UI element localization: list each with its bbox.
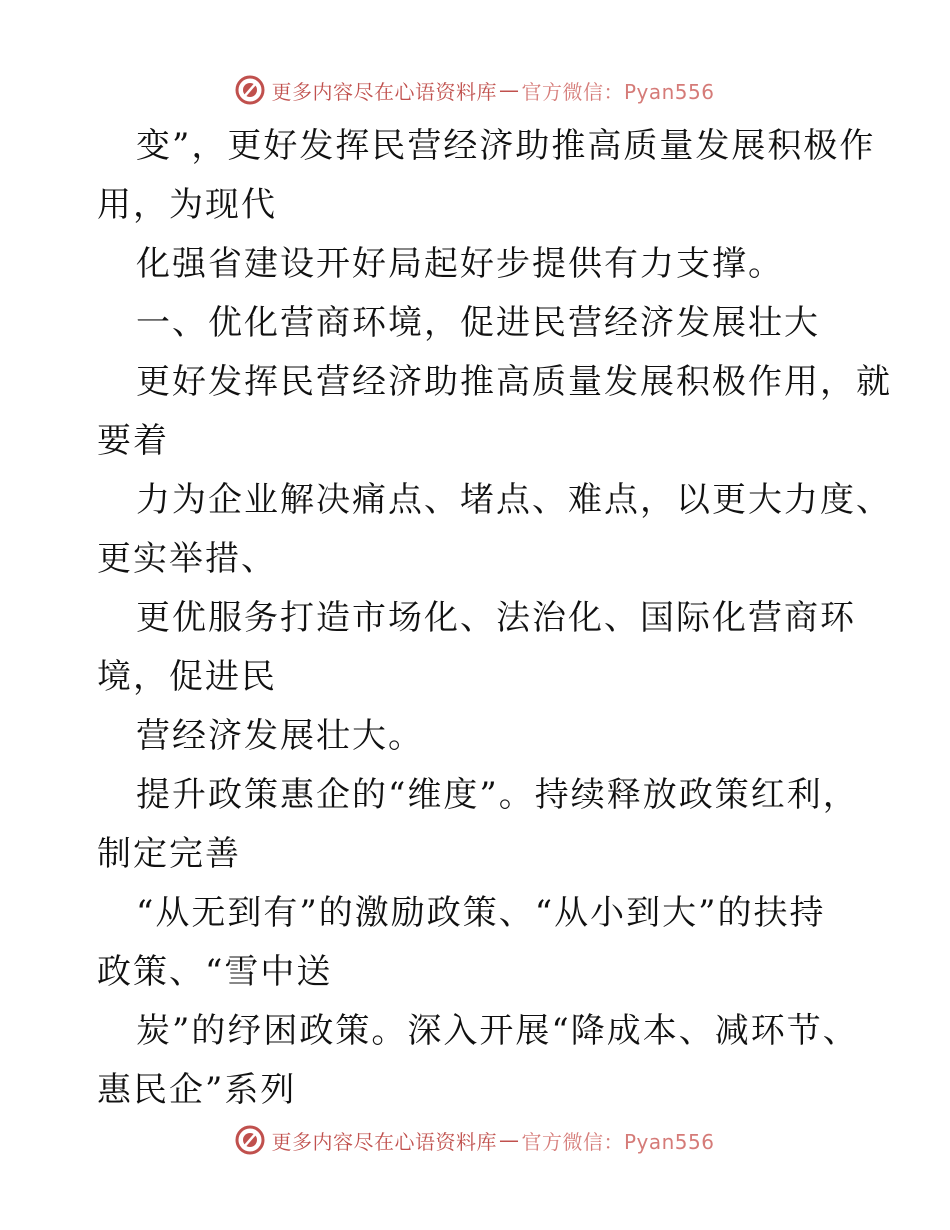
watermark-dash: — xyxy=(498,1128,520,1152)
header-watermark xyxy=(0,70,950,110)
watermark-wechat-text: 官方微信：Pyan556 xyxy=(521,1129,715,1154)
watermark-site-text: 更多内容尽在心语资料库 xyxy=(271,1129,497,1154)
section-heading: 一、优化营商环境，促进民营经济发展壮大 xyxy=(136,303,820,343)
brand-logo-icon xyxy=(235,1125,265,1155)
paragraph-line: 境，促进民 xyxy=(97,657,277,697)
paragraph-line: 变”，更好发挥民营经济助推高质量发展积极作 xyxy=(136,126,876,166)
paragraph-line: “从无到有”的激励政策、“从小到大”的扶持 xyxy=(136,893,826,933)
watermark-dash: — xyxy=(498,78,520,102)
paragraph-line: 惠民企”系列 xyxy=(97,1070,297,1110)
paragraph-line: 要着 xyxy=(97,421,169,461)
paragraph-line: 更实举措、 xyxy=(97,539,277,579)
paragraph-line: 用，为现代 xyxy=(97,185,277,225)
watermark-site-text: 更多内容尽在心语资料库 xyxy=(271,79,497,104)
paragraph-line: 更优服务打造市场化、法治化、国际化营商环 xyxy=(136,598,856,638)
paragraph-line: 力为企业解决痛点、堵点、难点，以更大力度、 xyxy=(136,480,892,520)
paragraph-line: 炭”的纾困政策。深入开展“降成本、减环节、 xyxy=(136,1011,859,1051)
footer-watermark xyxy=(0,1120,950,1160)
paragraph-line: 营经济发展壮大。 xyxy=(136,716,424,756)
paragraph-line: 制定完善 xyxy=(97,834,241,874)
brand-logo-icon xyxy=(235,75,265,105)
paragraph-line: 提升政策惠企的“维度”。持续释放政策红利， xyxy=(136,775,859,815)
paragraph-line: 更好发挥民营经济助推高质量发展积极作用，就 xyxy=(136,362,892,402)
watermark-wechat-text: 官方微信：Pyan556 xyxy=(521,79,715,104)
paragraph-line: 政策、“雪中送 xyxy=(97,952,333,992)
paragraph-line: 化强省建设开好局起好步提供有力支撑。 xyxy=(136,244,784,284)
